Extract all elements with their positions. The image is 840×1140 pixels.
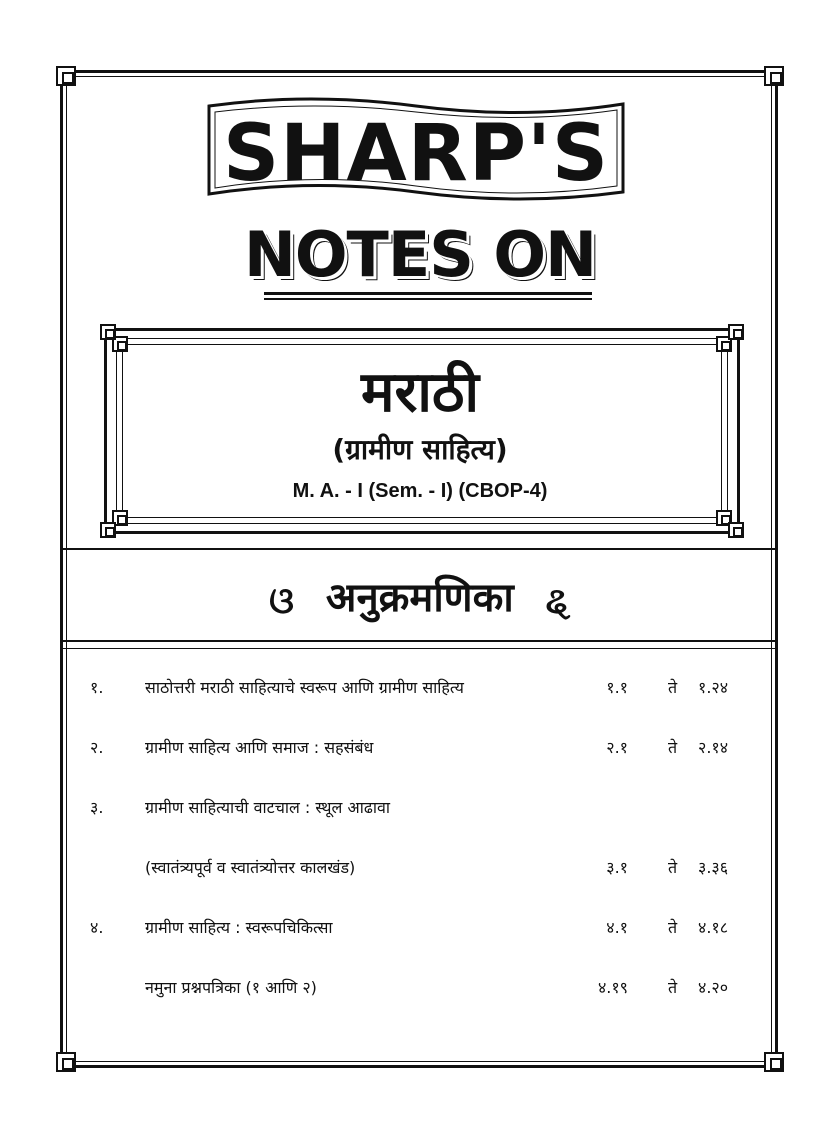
toc-page-separator: ते (668, 858, 678, 877)
notes-on-underline (264, 292, 592, 300)
divider-bottom (63, 640, 775, 642)
subject-title: मराठी (361, 360, 479, 425)
title-box-corner-right-low (728, 522, 744, 538)
toc-page-from: ३.१ (606, 858, 628, 877)
brand-banner (205, 96, 627, 206)
title-box-corner-left-mid (100, 324, 116, 340)
toc-page-separator: ते (668, 678, 678, 697)
corner-ornament-top-right (764, 66, 784, 86)
subject-subtitle: (ग्रामीण साहित्य) (332, 433, 508, 466)
toc-title: (स्वातंत्र्यपूर्व व स्वातंत्र्योत्तर कालखंड) (145, 858, 356, 877)
toc-number: २. (90, 738, 104, 757)
corner-ornament-top-left (56, 66, 76, 86)
toc-page-separator: ते (668, 738, 678, 757)
toc-page-from: २.१ (606, 738, 628, 757)
left-ornament-icon: ଓ (269, 579, 294, 622)
toc-title: ग्रामीण साहित्य : स्वरूपचिकित्सा (145, 918, 333, 937)
toc-row (0, 676, 840, 706)
toc-page-separator: ते (668, 978, 678, 997)
toc-page-from: ४.१९ (597, 978, 628, 997)
title-box-corner-right-mid (728, 324, 744, 340)
toc-title: साठोत्तरी मराठी साहित्याचे स्वरूप आणि ग्रामीण साहित्य (145, 678, 464, 697)
toc-page-separator: ते (668, 918, 678, 937)
toc-page-to: ४.१८ (698, 918, 729, 937)
toc-row (0, 856, 840, 886)
toc-page-from: १.१ (606, 678, 628, 697)
index-heading (0, 568, 840, 623)
title-box-corner-left-low (100, 522, 116, 538)
corner-ornament-bottom-left (56, 1052, 76, 1072)
divider-top (63, 548, 775, 550)
right-ornament-icon: ୡ (545, 579, 571, 622)
toc-page-from: ४.१ (606, 918, 628, 937)
brand-logo-text: SHARP'S (222, 109, 610, 199)
toc-row (0, 976, 840, 1006)
index-heading-text: अनुक्रमणिका (325, 574, 514, 621)
toc-number: १. (90, 678, 104, 697)
toc-row (0, 916, 840, 946)
toc-title: ग्रामीण साहित्य आणि समाज : सहसंबंध (145, 738, 374, 757)
toc-number: ४. (90, 918, 104, 937)
toc-page-to: २.१४ (698, 738, 729, 757)
toc-page-to: १.२४ (698, 678, 729, 697)
toc-page-to: ४.२० (698, 978, 729, 997)
divider-bottom-double (63, 648, 775, 649)
toc-title: नमुना प्रश्नपत्रिका (१ आणि २) (145, 978, 317, 997)
corner-ornament-bottom-right (764, 1052, 784, 1072)
course-label: M. A. - I (Sem. - I) (CBOP-4) (292, 480, 548, 502)
toc-row (0, 736, 840, 766)
toc-number: ३. (90, 798, 104, 817)
notes-on-heading: NOTES ON (243, 218, 597, 291)
toc-page-to: ३.३६ (698, 858, 729, 877)
toc-title: ग्रामीण साहित्याची वाटचाल : स्थूल आढावा (145, 798, 391, 817)
toc-row (0, 796, 840, 826)
